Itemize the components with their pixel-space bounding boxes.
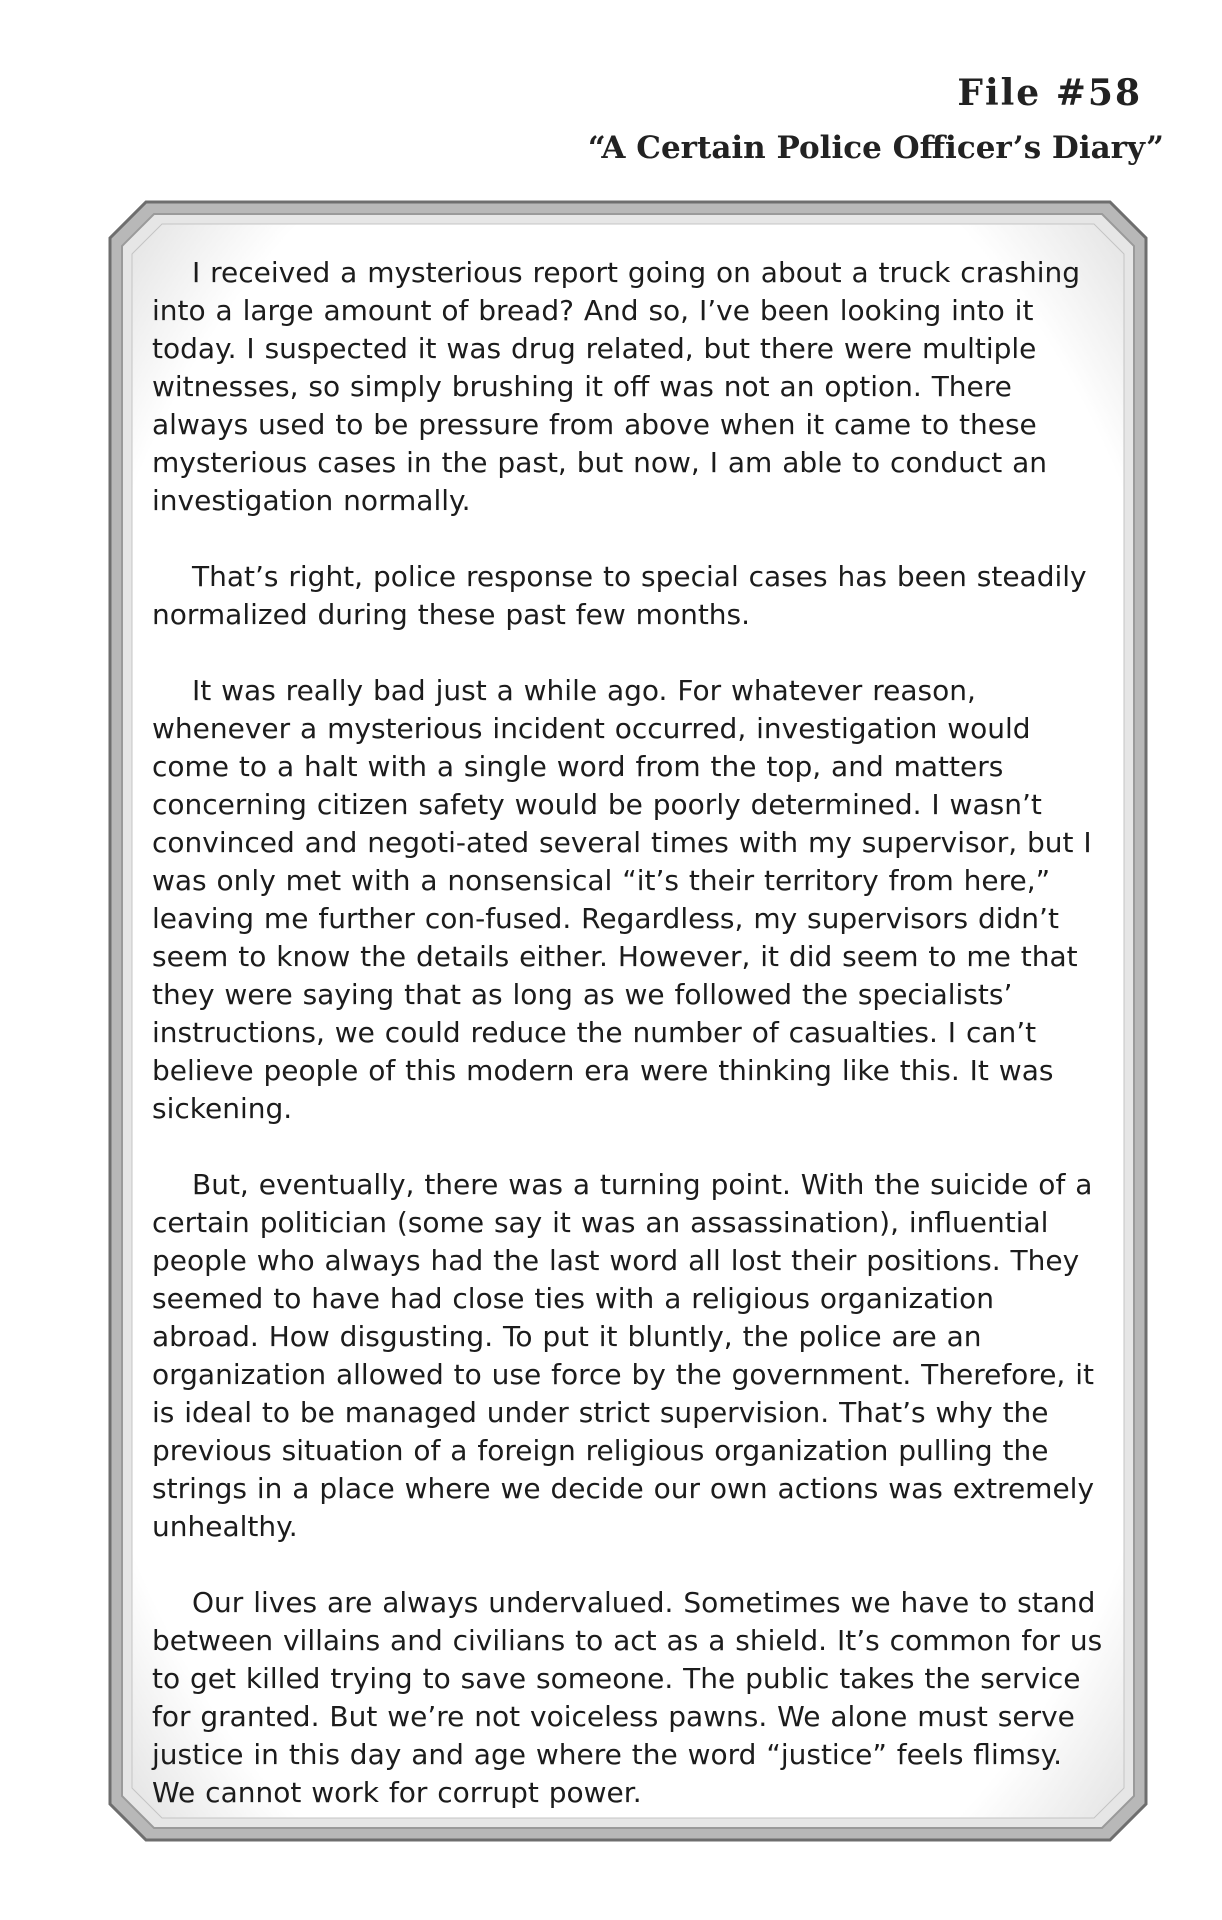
file-title: “A Certain Police Officer’s Diary” [587, 130, 1164, 166]
diary-closing-line: We cannot work for corrupt power. [152, 1776, 642, 1809]
file-number: File #58 [957, 72, 1142, 114]
diary-paragraph-1: I received a mysterious report going on about a truck crashing into a large amount of bread? And so, I’ve been looking into it today. I suspected it was drug related, but there were multiple witnesses, so simply brushing it off was not an option. There always used to be pressure from above when it came to these mysterious cases in the past, but now, I am able to conduct an investigation normally. [152, 256, 1080, 517]
diary-paragraph-4: But, eventually, there was a turning point. With the suicide of a certain politician (some say it was an assassination), influential people who always had the last word all lost their positions. They seemed to have had close ties with a religious organization abroad. How disgusting. To put it bluntly, the police are an organization allowed to use force by the government. Therefore, it is ideal to be managed under strict supervision. That’s why the previous situation of a foreign religious organization pulling the strings in a place where we decide our own actions was extremely unhealthy. [152, 1168, 1095, 1543]
diary-text [152, 254, 1110, 1850]
diary-paragraph-3: It was really bad just a while ago. For whatever reason, whenever a mysterious incident occurred, investigation would come to a halt with a single word from the top, and matters concerning citizen safety would be poorly determined. I wasn’t convinced and negoti-ated several times with my supervisor, but I was only met with a nonsensical “it’s their territory from here,” leaving me further con-fused. Regardless, my supervisors didn’t seem to know the details either. However, it did seem to me that they were saying that as long as we followed the specialists’ instructions, we could reduce the number of casualties. I can’t believe people of this modern era were thinking like this. It was sickening. [152, 674, 1092, 1125]
diary-paragraph-2: That’s right, police response to special cases has been steadily normalized during these past few months. [152, 560, 1087, 631]
diary-paragraph-5: Our lives are always undervalued. Sometimes we have to stand between villains and civilians to act as a shield. It’s common for us to get killed trying to save someone. The public takes the service for granted. But we’re not voiceless pawns. We alone must serve justice in this day and age where the word “justice” feels flimsy. [152, 1586, 1103, 1771]
